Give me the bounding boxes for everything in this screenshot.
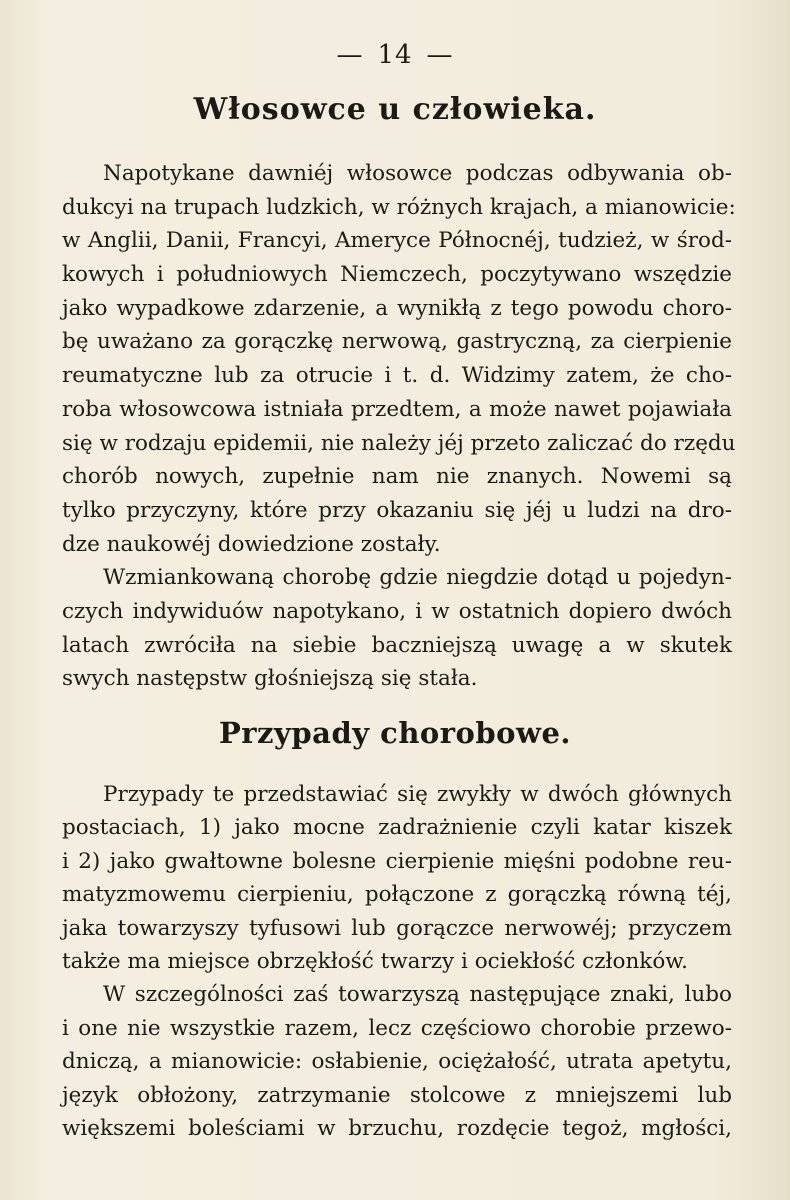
text-line: swych następstw głośniejszą się stała. [62, 666, 478, 692]
header-dash-left: — [336, 40, 364, 70]
text-line: chorób nowych, zupełnie nam nie znanych. Nowemi są [62, 464, 732, 490]
text-line: latach zwróciła na siebie baczniejszą uwagę a w skutek [62, 632, 732, 658]
text-line: kowych i południowych Niemczech, poczytywano wszędzie [62, 262, 732, 288]
text-line: postaciach, 1) jako mocne zadrażnienie czyli katar kiszek [62, 815, 732, 841]
text-line: matyzmowemu cierpieniu, połączone z gorączką równą téj, [62, 882, 732, 908]
text-line: bę uważano za gorączkę nerwową, gastryczną, za cierpienie [62, 329, 732, 355]
text-line: roba włosowcowa istniała przedtem, a może nawet pojawiała [62, 396, 732, 422]
section-title-wlosowce: Włosowce u człowieka. [193, 92, 597, 127]
section-body-wlosowce [62, 157, 736, 696]
text-line: Wzmiankowaną chorobę gdzie niegdzie dotąd u pojedyn- [103, 565, 732, 591]
text-line: Przypady te przedstawiać się zwykły w dwóch głównych [103, 782, 732, 807]
section-body-przypady [62, 778, 732, 1145]
text-line: czych indywiduów napotykano, i w ostatnich dopiero dwóch [62, 598, 732, 624]
text-line: większemi boleściami w brzuchu, rozdęcie tegoż, mgłości, [62, 1115, 732, 1141]
section-title-przypady: Przypady chorobowe. [218, 716, 572, 750]
text-line: także ma miejsce obrzękłość twarzy i ociekłość członków. [62, 948, 688, 974]
text-line: się w rodzaju epidemii, nie należy jéj przeto zaliczać do rzędu [62, 430, 736, 456]
text-line: język obłożony, zatrzymanie stolcowe z mniejszemi lub [62, 1082, 732, 1108]
text-line: dukcyi na trupach ludzkich, w różnych krajach, a mianowicie: [62, 194, 736, 220]
text-line: tylko przyczyny, które przy okazaniu się jéj u ludzi na dro- [62, 497, 732, 523]
page-number: 14 [377, 40, 413, 70]
text-line: jaka towarzyszy tyfusowi lub gorączce nerwowéj; przyczem [62, 915, 732, 941]
text-line: i one nie wszystkie razem, lecz częściowo chorobie przewo- [62, 1015, 732, 1041]
header-dash-right: — [426, 40, 454, 70]
page-header [0, 40, 790, 70]
text-line: dniczą, a mianowicie: osłabienie, ociężałość, utrata apetytu, [62, 1049, 732, 1075]
text-line: dze naukowéj dowiedzione zostały. [62, 531, 441, 557]
text-line: Napotykane dawniéj włosowce podczas odbywania ob- [103, 161, 732, 186]
text-line: W szczególności zaś towarzyszą następujące znaki, lubo [103, 982, 732, 1008]
text-line: i 2) jako gwałtowne bolesne cierpienie mięśni podobne reu- [62, 848, 732, 874]
text-line: w Anglii, Danii, Francyi, Ameryce Północnéj, tudzież, w środ- [62, 228, 732, 254]
text-line: jako wypadkowe zdarzenie, a wynikłą z tego powodu choro- [62, 295, 732, 321]
text-line: reumatyczne lub za otrucie i t. d. Widzimy zatem, że cho- [62, 363, 732, 389]
